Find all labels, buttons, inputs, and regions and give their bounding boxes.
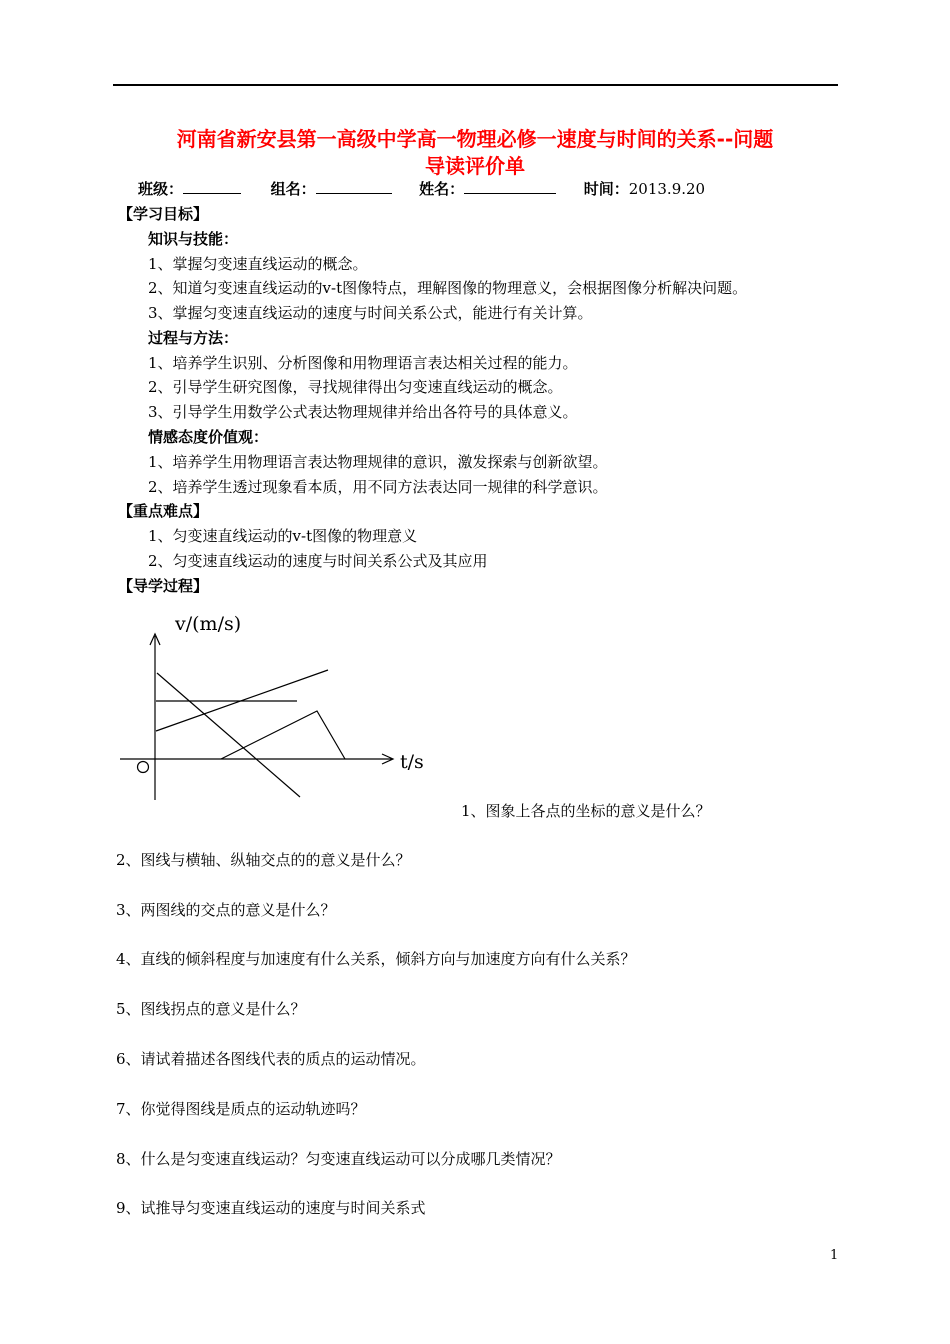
time-label: 时间：: [583, 180, 629, 198]
class-label: 班级：: [138, 180, 184, 198]
key-point-item: 1、匀变速直线运动的v-t图像的物理意义: [148, 527, 418, 545]
knowledge-item: 3、掌握匀变速直线运动的速度与时间关系公式，能进行有关计算。: [148, 304, 593, 322]
question-item: 1、图象上各点的坐标的意义是什么？: [461, 802, 711, 820]
knowledge-title: 知识与技能：: [148, 230, 239, 248]
emotion-item: 2、培养学生透过现象看本质，用不同方法表达同一规律的科学意识。: [148, 478, 608, 496]
question-item: 4、直线的倾斜程度与加速度有什么关系，倾斜方向与加速度方向有什么关系？: [116, 950, 636, 968]
question-item: 2、图线与横轴、纵轴交点的的意义是什么？: [116, 851, 411, 869]
question-item: 6、请试着描述各图线代表的质点的运动情况。: [116, 1050, 426, 1068]
graph-line-falling: [157, 673, 300, 797]
page-number: 1: [830, 1248, 839, 1263]
question-item: 8、什么是匀变速直线运动？匀变速直线运动可以分成哪几类情况？: [116, 1150, 561, 1168]
time-value: 2013.9.20: [628, 180, 706, 198]
question-item: 5、图线拐点的意义是什么？: [116, 1000, 306, 1018]
process-item: 1、培养学生识别、分析图像和用物理语言表达相关过程的能力。: [148, 354, 578, 372]
name-label: 姓名：: [419, 180, 465, 198]
doc-title-line1: 河南省新安县第一高级中学高一物理必修一速度与时间的关系--问题: [176, 127, 774, 151]
doc-title-line2: 导读评价单: [425, 154, 525, 178]
process-heading: 【导学过程】: [118, 577, 209, 595]
emotion-item: 1、培养学生用物理语言表达物理规律的意识，激发探索与创新欲望。: [148, 453, 608, 471]
question-item: 7、你觉得图线是质点的运动轨迹吗？: [116, 1100, 366, 1118]
process-item: 3、引导学生用数学公式表达物理规律并给出各符号的具体意义。: [148, 403, 578, 421]
process-item: 2、引导学生研究图像，寻找规律得出匀变速直线运动的概念。: [148, 378, 563, 396]
question-item: 3、两图线的交点的意义是什么？: [116, 901, 336, 919]
group-label: 组名：: [270, 180, 316, 198]
origin-circle-icon: [138, 762, 149, 773]
x-axis-label: t/s: [400, 751, 424, 773]
knowledge-item: 1、掌握匀变速直线运动的概念。: [148, 255, 368, 273]
key-point-item: 2、匀变速直线运动的速度与时间关系公式及其应用: [148, 552, 488, 570]
y-axis-label: v/(m/s): [175, 613, 242, 635]
objectives-heading: 【学习目标】: [118, 205, 209, 223]
process-title: 过程与方法：: [148, 329, 239, 347]
graph-line-turning: [221, 711, 345, 759]
question-item: 9、试推导匀变速直线运动的速度与时间关系式: [116, 1199, 426, 1217]
knowledge-item: 2、知道匀变速直线运动的v-t图像特点，理解图像的物理意义，会根据图像分析解决问题。: [148, 279, 748, 297]
key-points-heading: 【重点难点】: [118, 502, 209, 520]
emotion-title: 情感态度价值观：: [148, 428, 269, 446]
